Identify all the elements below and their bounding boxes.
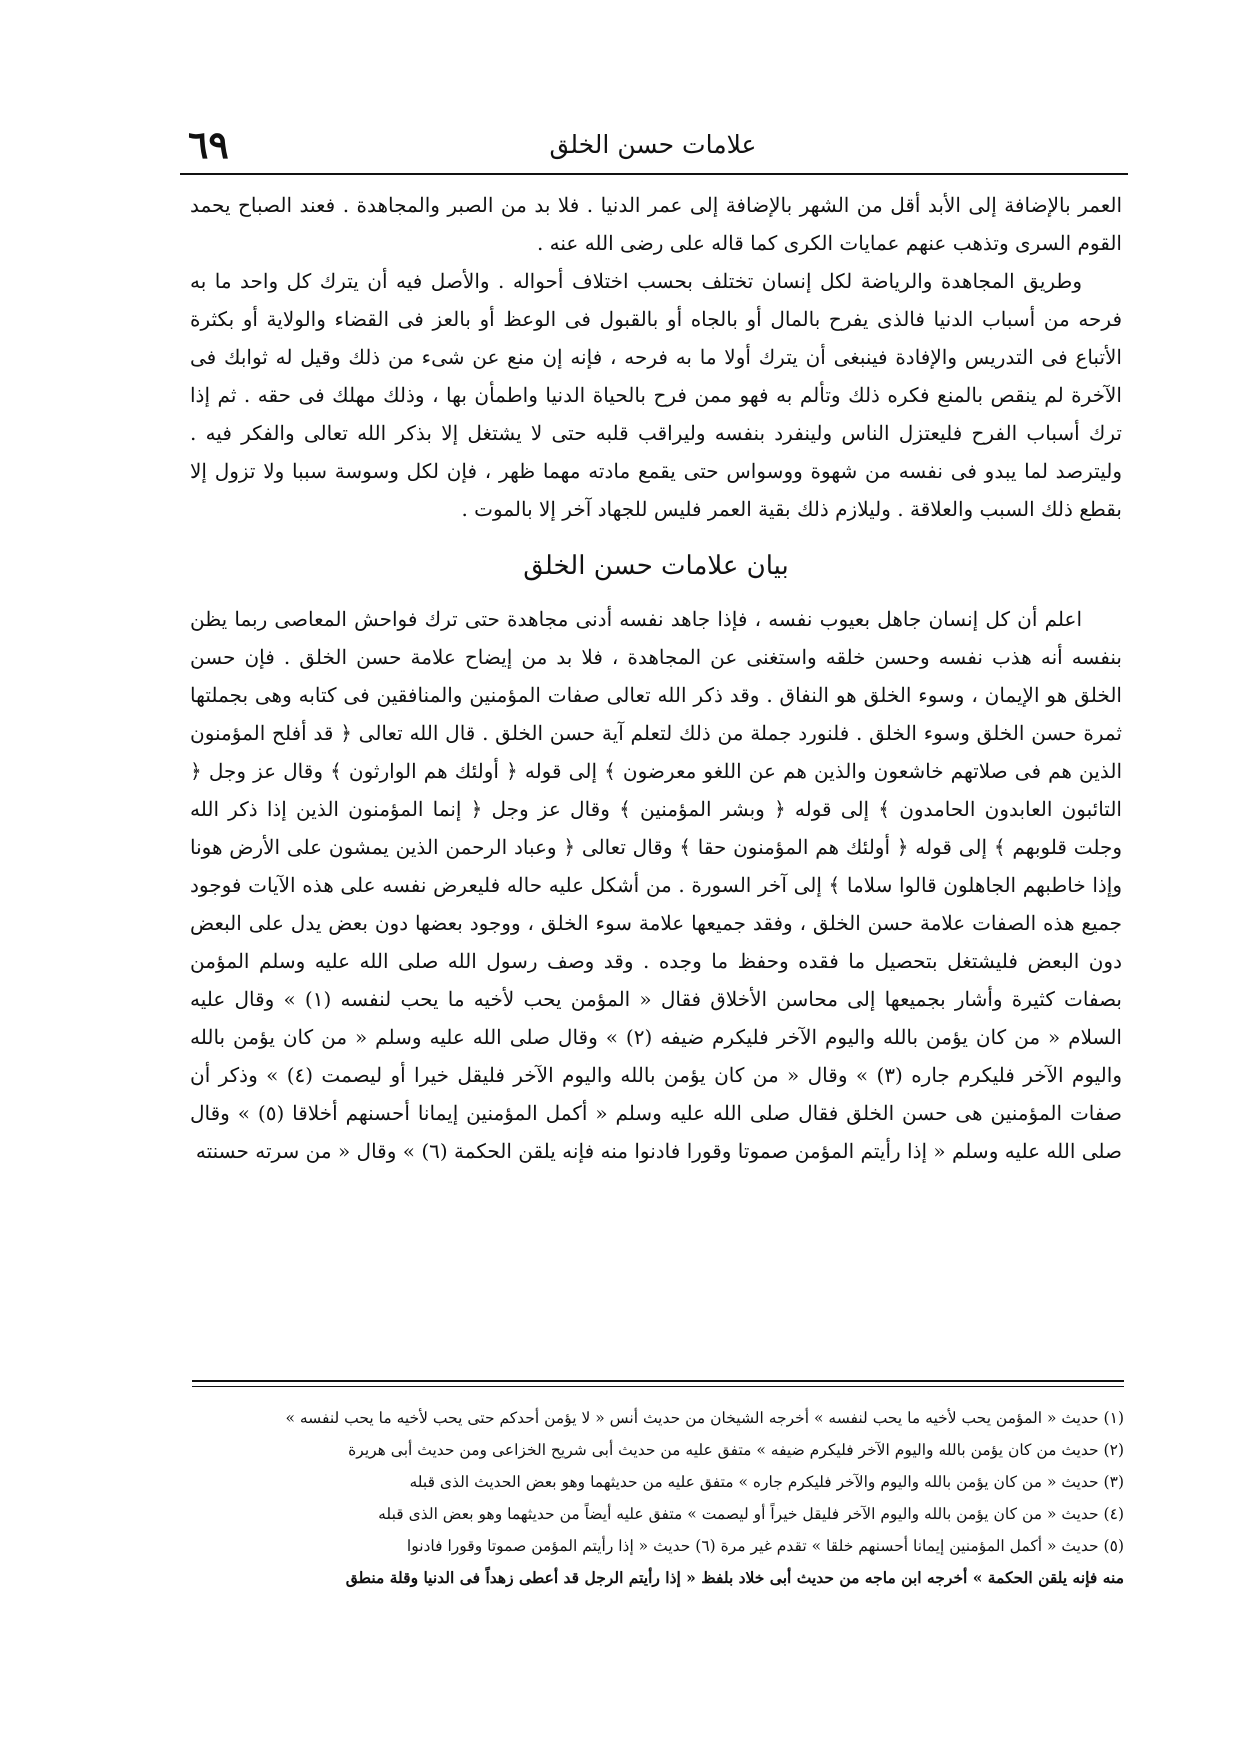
page-header xyxy=(182,122,1124,168)
footnote-divider-thin xyxy=(192,1386,1124,1387)
footnote: (٥) حديث « أكمل المؤمنين إيمانا أحسنهم خلقا » تقدم غير مرة (٦) حديث « إذا رأيتم المؤمن صموتا وقورا فادنوا xyxy=(406,1537,1124,1555)
section-heading: بيان علامات حسن الخلق xyxy=(523,551,789,581)
footnote: (١) حديث « المؤمن يحب لأخيه ما يحب لنفسه » أخرجه الشيخان من حديث أنس « لا يؤمن أحدكم حتى يحب لأخيه ما يحب لنفسه » xyxy=(285,1409,1124,1427)
footnote: منه فإنه يلقن الحكمة » أخرجه ابن ماجه من حديث أبى خلاد بلفظ « إذا رأيتم الرجل قد أعطى زهداً فى الدنيا وقلة منطق xyxy=(345,1568,1124,1587)
header-divider xyxy=(180,173,1128,175)
main-text xyxy=(190,186,1122,1170)
footnote: (٤) حديث « من كان يؤمن بالله واليوم الآخر فليقل خيراً أو ليصمت » متفق عليه أيضاً من حديثهما وهو بعض الذى قبله xyxy=(378,1505,1124,1523)
footnote: (٣) حديث « من كان يؤمن بالله واليوم والآخر فليكرم جاره » متفق عليه من حديثهما وهو بعض الحديث الذى قبله xyxy=(409,1473,1124,1491)
paragraph: العمر بالإضافة إلى الأبد أقل من الشهر بالإضافة إلى عمر الدنيا . فلا بد من الصبر والمجاهدة . فعند الصباح يحمد القوم السرى وتذهب عنهم عمايات الكرى كما قاله على رضى الله عنه . xyxy=(190,193,1122,255)
paragraph: اعلم أن كل إنسان جاهل بعيوب نفسه ، فإذا جاهد نفسه أدنى مجاهدة حتى ترك فواحش المعاصى ربما يظن بنفسه أنه هذب نفسه وحسن خلقه واستغنى عن المجاهدة ، فلا بد من إيضاح علامة حسن الخلق . فإن حسن الخلق هو الإيمان ، وسوء الخلق هو النفاق . وقد ذكر الله تعالى صفات المؤمنين والمنافقين فى كتابه وهى بجملتها ثمرة حسن الخلق وسوء الخلق . فلنورد جملة من ذلك لتعلم آية حسن الخلق . قال الله تعالى ﴿ قد أفلح المؤمنون الذين هم فى صلاتهم خاشعون والذين هم عن اللغو معرضون ﴾ إلى قوله ﴿ أولئك هم الوارثون ﴾ وقال عز وجل ﴿ التائبون العابدون الحامدون ﴾ إلى قوله ﴿ وبشر المؤمنين ﴾ وقال عز وجل ﴿ إنما المؤمنون الذين إذا ذكر الله وجلت قلوبهم ﴾ إلى قوله ﴿ أولئك هم المؤمنون حقا ﴾ وقال تعالى ﴿ وعباد الرحمن الذين يمشون على الأرض هونا وإذا خاطبهم الجاهلون قالوا سلاما ﴾ إلى آخر السورة . من أشكل عليه حاله فليعرض نفسه على هذه الآيات فوجود جميع هذه الصفات علامة حسن الخلق ، وفقد جميعها علامة سوء الخلق ، ووجود بعضها دون بعض يدل على البعض دون البعض فليشتغل بتحصيل ما فقده وحفظ ما وجده . وقد وصف رسول الله صلى الله عليه وسلم المؤمن بصفات كثيرة وأشار بجميعها إلى محاسن الأخلاق فقال « المؤمن يحب لأخيه ما يحب لنفسه (١) » وقال عليه السلام « من كان يؤمن بالله واليوم الآخر فليكرم ضيفه (٢) » وقال صلى الله عليه وسلم « من كان يؤمن بالله واليوم الآخر فليكرم جاره (٣) » وقال « من كان يؤمن بالله واليوم الآخر فليقل خيرا أو ليصمت (٤) » وذكر أن صفات المؤمنين هى حسن الخلق فقال صلى الله عليه وسلم « أكمل المؤمنين إيمانا أحسنهم أخلاقا (٥) » وقال صلى الله عليه وسلم « إذا رأيتم المؤمن صموتا وقورا فادنوا منه فإنه يلقن الحكمة (٦) » وقال « من سرته حسنته xyxy=(190,607,1122,1163)
paragraph: وطريق المجاهدة والرياضة لكل إنسان تختلف بحسب اختلاف أحواله . والأصل فيه أن يترك كل واحد ما به فرحه من أسباب الدنيا فالذى يفرح بالمال أو بالجاه أو بالقبول فى الوعظ أو بالعز فى القضاء والولاية أو بكثرة الأتباع فى التدريس والإفادة فينبغى أن يترك أولا ما به فرحه ، فإنه إن منع عن شىء من ذلك وقيل له ثوابك فى الآخرة لم ينقص بالمنع فكره ذلك وتألم به فهو ممن فرح بالحياة الدنيا واطمأن بها ، وذلك مهلك فى حقه . ثم إذا ترك أسباب الفرح فليعتزل الناس ولينفرد بنفسه وليراقب قلبه حتى لا يشتغل إلا بذكر الله تعالى والفكر فيه . وليترصد لما يبدو فى نفسه من شهوة ووسواس حتى يقمع مادته مهما ظهر ، فإن لكل وسوسة سببا ولا تزول إلا بقطع ذلك السبب والعلاقة . وليلازم ذلك بقية العمر فليس للجهاد آخر إلا بالموت . xyxy=(190,269,1122,521)
running-title: علامات حسن الخلق xyxy=(549,130,757,159)
footnote-divider xyxy=(192,1380,1124,1382)
page-number: ٦٩ xyxy=(188,122,229,167)
footnote: (٢) حديث من كان يؤمن بالله واليوم الآخر فليكرم ضيفه » متفق عليه من حديث أبى شريح الخزاعى ومن حديث أبى هريرة xyxy=(348,1441,1124,1459)
footnotes xyxy=(196,1402,1124,1594)
